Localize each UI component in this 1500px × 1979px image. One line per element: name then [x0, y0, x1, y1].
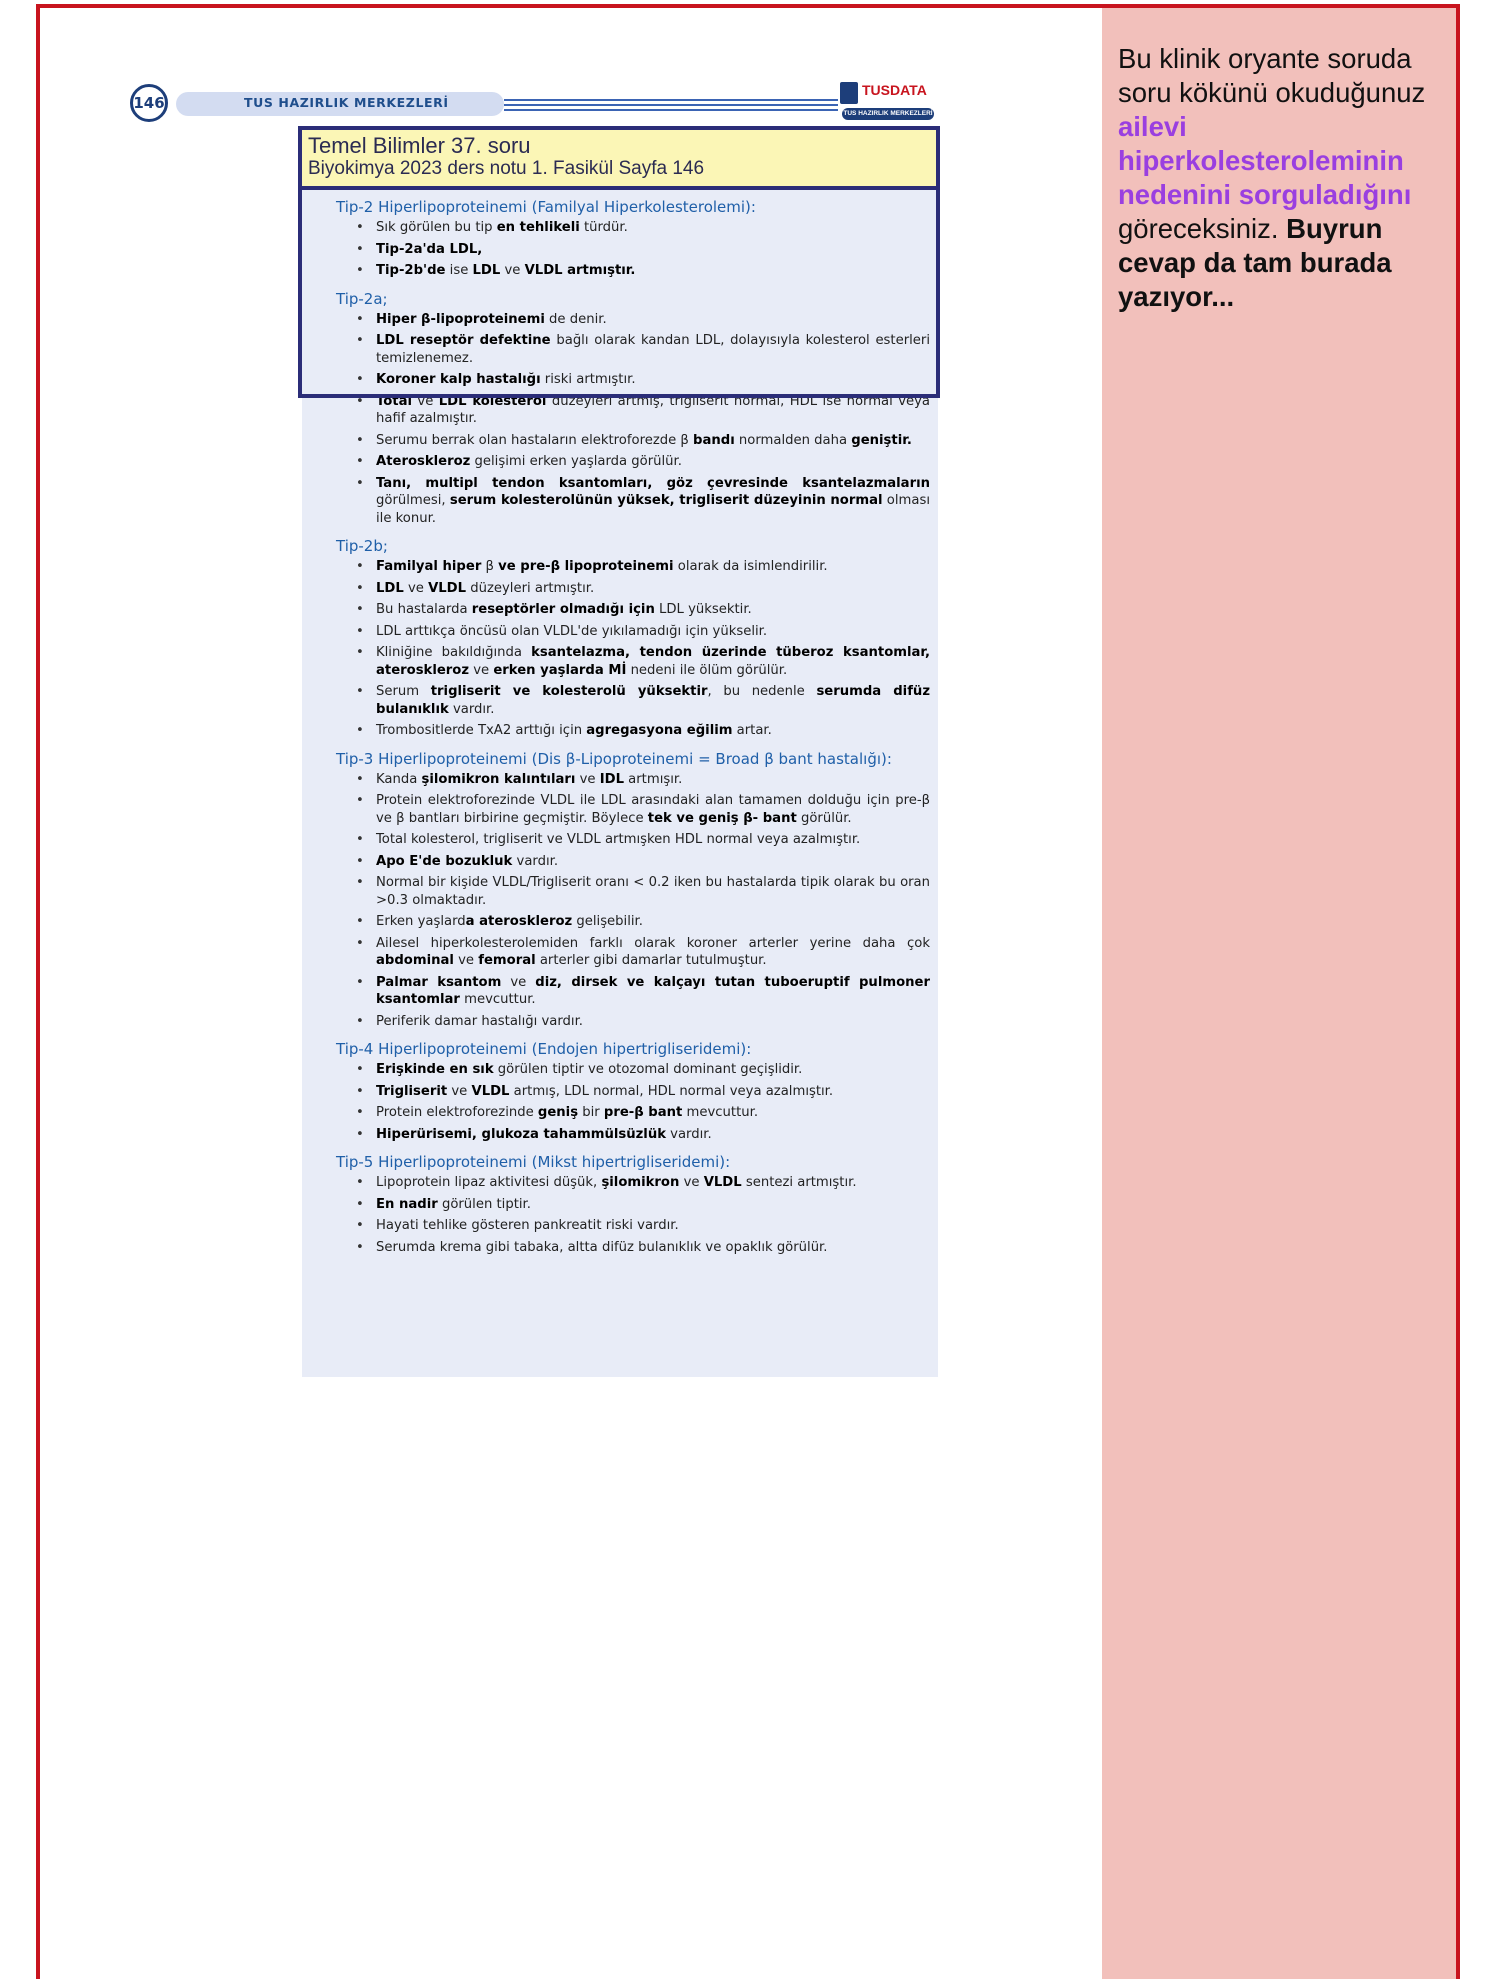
page-number: 146	[130, 84, 168, 122]
logo-name: TUSDATA	[862, 82, 927, 98]
section-title: Tip-3 Hiperlipoproteinemi (Dis β-Lipoproteinemi = Broad β bant hastalığı):	[336, 749, 892, 768]
section-title: Tip-5 Hiperlipoproteinemi (Mikst hipertrigliseridemi):	[336, 1153, 731, 1171]
list-item: • Sık görülen bu tip en tehlikeli türdür.	[336, 219, 930, 237]
list-item: • Familyal hiper β ve pre-β lipoproteinemi olarak da isimlendirilir.	[336, 558, 930, 576]
commentary-text	[1118, 42, 1448, 314]
section-title: Tip-2b;	[336, 537, 388, 555]
logo-subtitle: TUS HAZIRLIK MERKEZLERİ	[842, 108, 934, 120]
list-item: • Hiperürisemi, glukoza tahammülsüzlük vardır.	[336, 1126, 930, 1144]
list-item: • Tip-2a'da LDL,	[336, 241, 930, 259]
tusdata-logo	[840, 80, 936, 124]
list-item: • Hayati tehlike gösteren pankreatit riski vardır.	[336, 1217, 930, 1235]
bullet-list	[336, 1061, 930, 1143]
list-item: • Erişkinde en sık görülen tiptir ve otozomal dominant geçişlidir.	[336, 1061, 930, 1079]
list-item: • Apo E'de bozukluk vardır.	[336, 853, 930, 871]
list-item: • Erken yaşlarda ateroskleroz gelişebilir.	[336, 913, 930, 931]
list-item: • En nadir görülen tiptir.	[336, 1196, 930, 1214]
bullet-list	[336, 771, 930, 1031]
list-item: • Serumu berrak olan hastaların elektroforezde β bandı normalden daha geniştir.	[336, 432, 930, 450]
list-item: • Ateroskleroz gelişimi erken yaşlarda görülür.	[336, 453, 930, 471]
list-item: • Lipoprotein lipaz aktivitesi düşük, şilomikron ve VLDL sentezi artmıştır.	[336, 1174, 930, 1192]
list-item: • Serum trigliserit ve kolesterolü yüksektir, bu nedenle serumda difüz bulanıklık vardır.	[336, 683, 930, 718]
header-rule	[504, 99, 838, 111]
list-item: • LDL arttıkça öncüsü olan VLDL'de yıkılamadığı için yükselir.	[336, 623, 930, 641]
list-item: • Hiper β-lipoproteinemi de denir.	[336, 311, 930, 329]
list-item: • Total ve LDL kolesterol düzeyleri artmış, trigliserit normal, HDL ise normal veya hafif azalmıştır.	[336, 393, 930, 428]
list-item: • Ailesel hiperkolesterolemiden farklı olarak koroner arterler yerine daha çok abdominal ve femoral arterler gibi damarlar tutulmuştur.	[336, 935, 930, 970]
note-title: Temel Bilimler 37. soru	[308, 133, 531, 158]
list-item: • Tanı, multipl tendon ksantomları, göz çevresinde ksantelazmaların görülmesi, serum kolesterolünün yüksek, trigliserit düzeyinin normal olması ile konur.	[336, 475, 930, 528]
list-item: • Normal bir kişide VLDL/Trigliserit oranı < 0.2 iken bu hastalarda tipik olarak bu oran >0.3 olmaktadır.	[336, 874, 930, 909]
list-item: • LDL reseptör defektine bağlı olarak kandan LDL, dolayısıyla kolesterol esterleri temizlenemez.	[336, 332, 930, 367]
list-item: • Koroner kalp hastalığı riski artmıştır.	[336, 371, 930, 389]
highlight-box	[298, 126, 940, 398]
list-item: • Protein elektroforezinde VLDL ile LDL arasındaki alan tamamen dolduğu için pre-β ve β bantları birbirine geçmiştir. Böylece tek ve geniş β- bant görülür.	[336, 792, 930, 827]
bullet-list	[336, 558, 930, 740]
commentary-bold: Buyrun cevap da tam burada yazıyor...	[1118, 213, 1392, 312]
list-item: • Total kolesterol, trigliserit ve VLDL artmışken HDL normal veya azalmıştır.	[336, 831, 930, 849]
list-item: • Trombositlerde TxA2 arttığı için agregasyona eğilim artar.	[336, 722, 930, 740]
list-item: • Serumda krema gibi tabaka, altta difüz bulanıklık ve opaklık görülür.	[336, 1239, 930, 1257]
section-title: Tip-2 Hiperlipoproteinemi (Familyal Hiperkolesterolemi):	[336, 198, 756, 216]
list-item: • LDL ve VLDL düzeyleri artmıştır.	[336, 580, 930, 598]
section-title: Tip-4 Hiperlipoproteinemi (Endojen hipertrigliseridemi):	[336, 1040, 752, 1058]
list-item: • Palmar ksantom ve diz, dirsek ve kalçayı tutan tuboeruptif pulmoner ksantomlar mevcuttur.	[336, 974, 930, 1009]
commentary-part1: Bu klinik oryante soruda soru kökünü okuduğunuz	[1118, 43, 1426, 108]
commentary-part2: göreceksiniz.	[1118, 213, 1287, 244]
note-source: Biyokimya 2023 ders notu 1. Fasikül Sayfa 146	[308, 158, 705, 179]
logo-building-icon	[840, 82, 858, 104]
bullet-list	[336, 1174, 930, 1256]
commentary-highlight: ailevi hiperkolesteroleminin nedenini sorguladığını	[1118, 111, 1412, 210]
section-title: Tip-2a;	[336, 289, 388, 308]
list-item: • Protein elektroforezinde geniş bir pre-β bant mevcuttur.	[336, 1104, 930, 1122]
list-item: • Periferik damar hastalığı vardır.	[336, 1013, 930, 1031]
list-item: • Trigliserit ve VLDL artmış, LDL normal, HDL normal veya azalmıştır.	[336, 1083, 930, 1101]
list-item: • Tip-2b'de ise LDL ve VLDL artmıştır.	[336, 262, 930, 280]
list-item: • Kanda şilomikron kalıntıları ve IDL artmışır.	[336, 771, 930, 789]
list-item: • Kliniğine bakıldığında ksantelazma, tendon üzerinde tüberoz ksantomlar, ateroskleroz ve erken yaşlarda Mİ nedeni ile ölüm görülür.	[336, 644, 930, 679]
header-title: TUS HAZIRLIK MERKEZLERİ	[244, 95, 449, 110]
list-item: • Bu hastalarda reseptörler olmadığı için LDL yüksektir.	[336, 601, 930, 619]
